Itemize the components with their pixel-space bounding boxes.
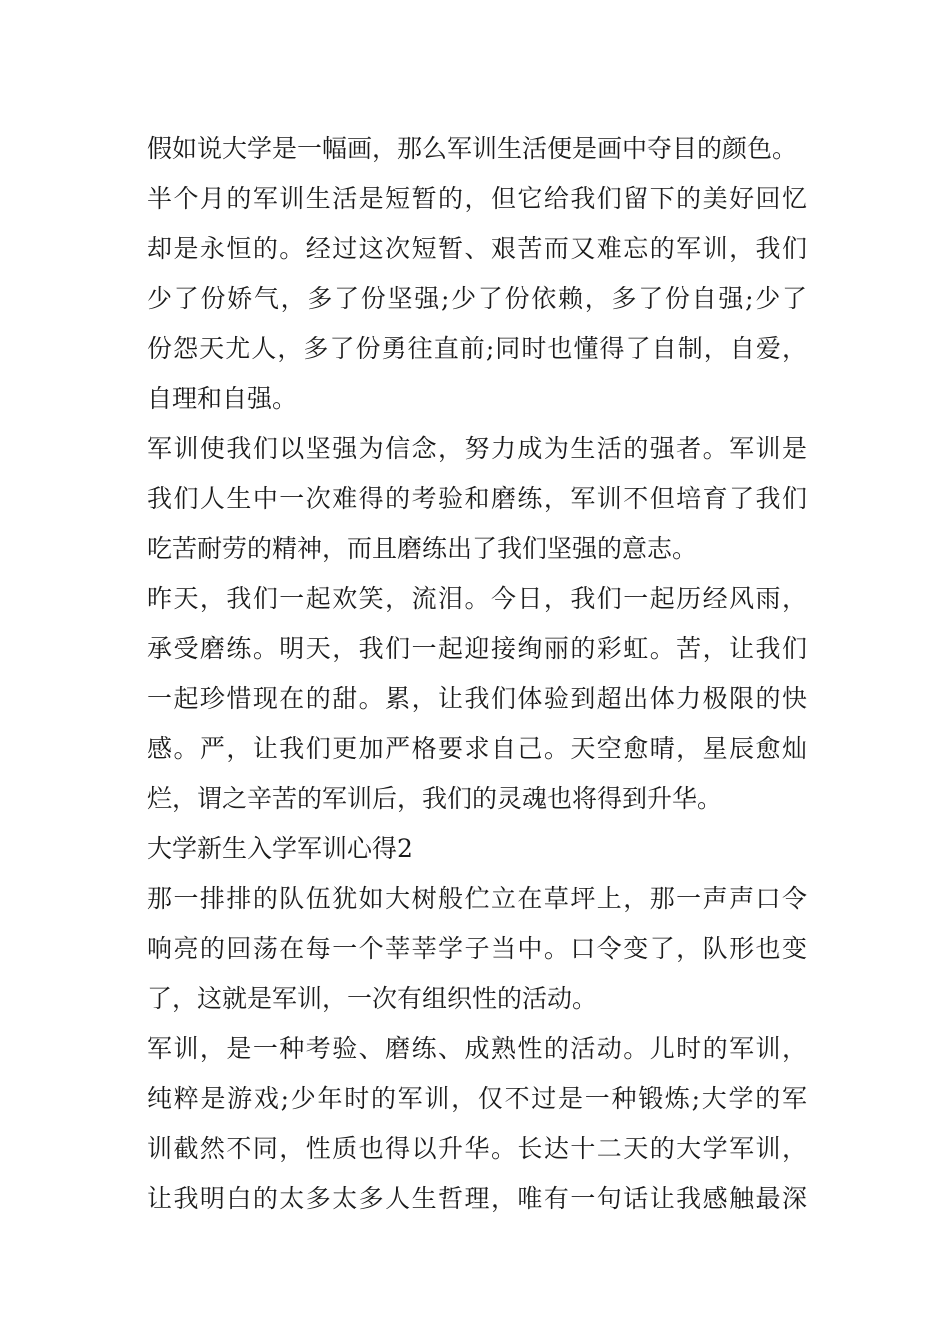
document-body	[147, 124, 807, 1224]
text-line-20: 纯粹是游戏;少年时的军训，仅不过是一种锻炼;大学的军	[147, 1084, 807, 1113]
text-line-12: 一起珍惜现在的甜。累，让我们体验到超出体力极限的快	[147, 684, 807, 713]
text-line-3: 却是永恒的。经过这次短暂、艰苦而又难忘的军训，我们	[147, 234, 807, 263]
section-heading: 大学新生入学军训心得2	[147, 834, 413, 863]
text-line-14: 烂，谓之辛苦的军训后，我们的灵魂也将得到升华。	[147, 784, 723, 813]
text-line-13: 感。严，让我们更加严格要求自己。天空愈晴，星辰愈灿	[147, 734, 807, 763]
text-line-7: 军训使我们以坚强为信念，努力成为生活的强者。军训是	[147, 434, 807, 463]
text-line-11: 承受磨练。明天，我们一起迎接绚丽的彩虹。苦，让我们	[147, 634, 807, 663]
text-line-17: 响亮的回荡在每一个莘莘学子当中。口令变了，队形也变	[147, 934, 807, 963]
text-line-4: 少了份娇气，多了份坚强;少了份依赖，多了份自强;少了	[147, 284, 807, 313]
text-line-2: 半个月的军训生活是短暂的，但它给我们留下的美好回忆	[147, 184, 807, 213]
text-line-21: 训截然不同，性质也得以升华。长达十二天的大学军训，	[147, 1134, 807, 1163]
text-line-1: 假如说大学是一幅画，那么军训生活便是画中夺目的颜色。	[147, 134, 798, 163]
text-line-9: 吃苦耐劳的精神，而且磨练出了我们坚强的意志。	[147, 534, 698, 563]
text-line-5: 份怨天尤人，多了份勇往直前;同时也懂得了自制，自爱，	[147, 334, 807, 363]
text-line-8: 我们人生中一次难得的考验和磨练，军训不但培育了我们	[147, 484, 807, 513]
text-line-16: 那一排排的队伍犹如大树般伫立在草坪上，那一声声口令	[147, 884, 807, 913]
text-line-10: 昨天，我们一起欢笑，流泪。今日，我们一起历经风雨，	[147, 584, 807, 613]
text-line-22: 让我明白的太多太多人生哲理，唯有一句话让我感触最深	[147, 1184, 807, 1213]
text-line-18: 了，这就是军训，一次有组织性的活动。	[147, 984, 598, 1013]
text-line-6: 自理和自强。	[147, 384, 298, 413]
text-line-19: 军训，是一种考验、磨练、成熟性的活动。儿时的军训，	[147, 1034, 807, 1063]
